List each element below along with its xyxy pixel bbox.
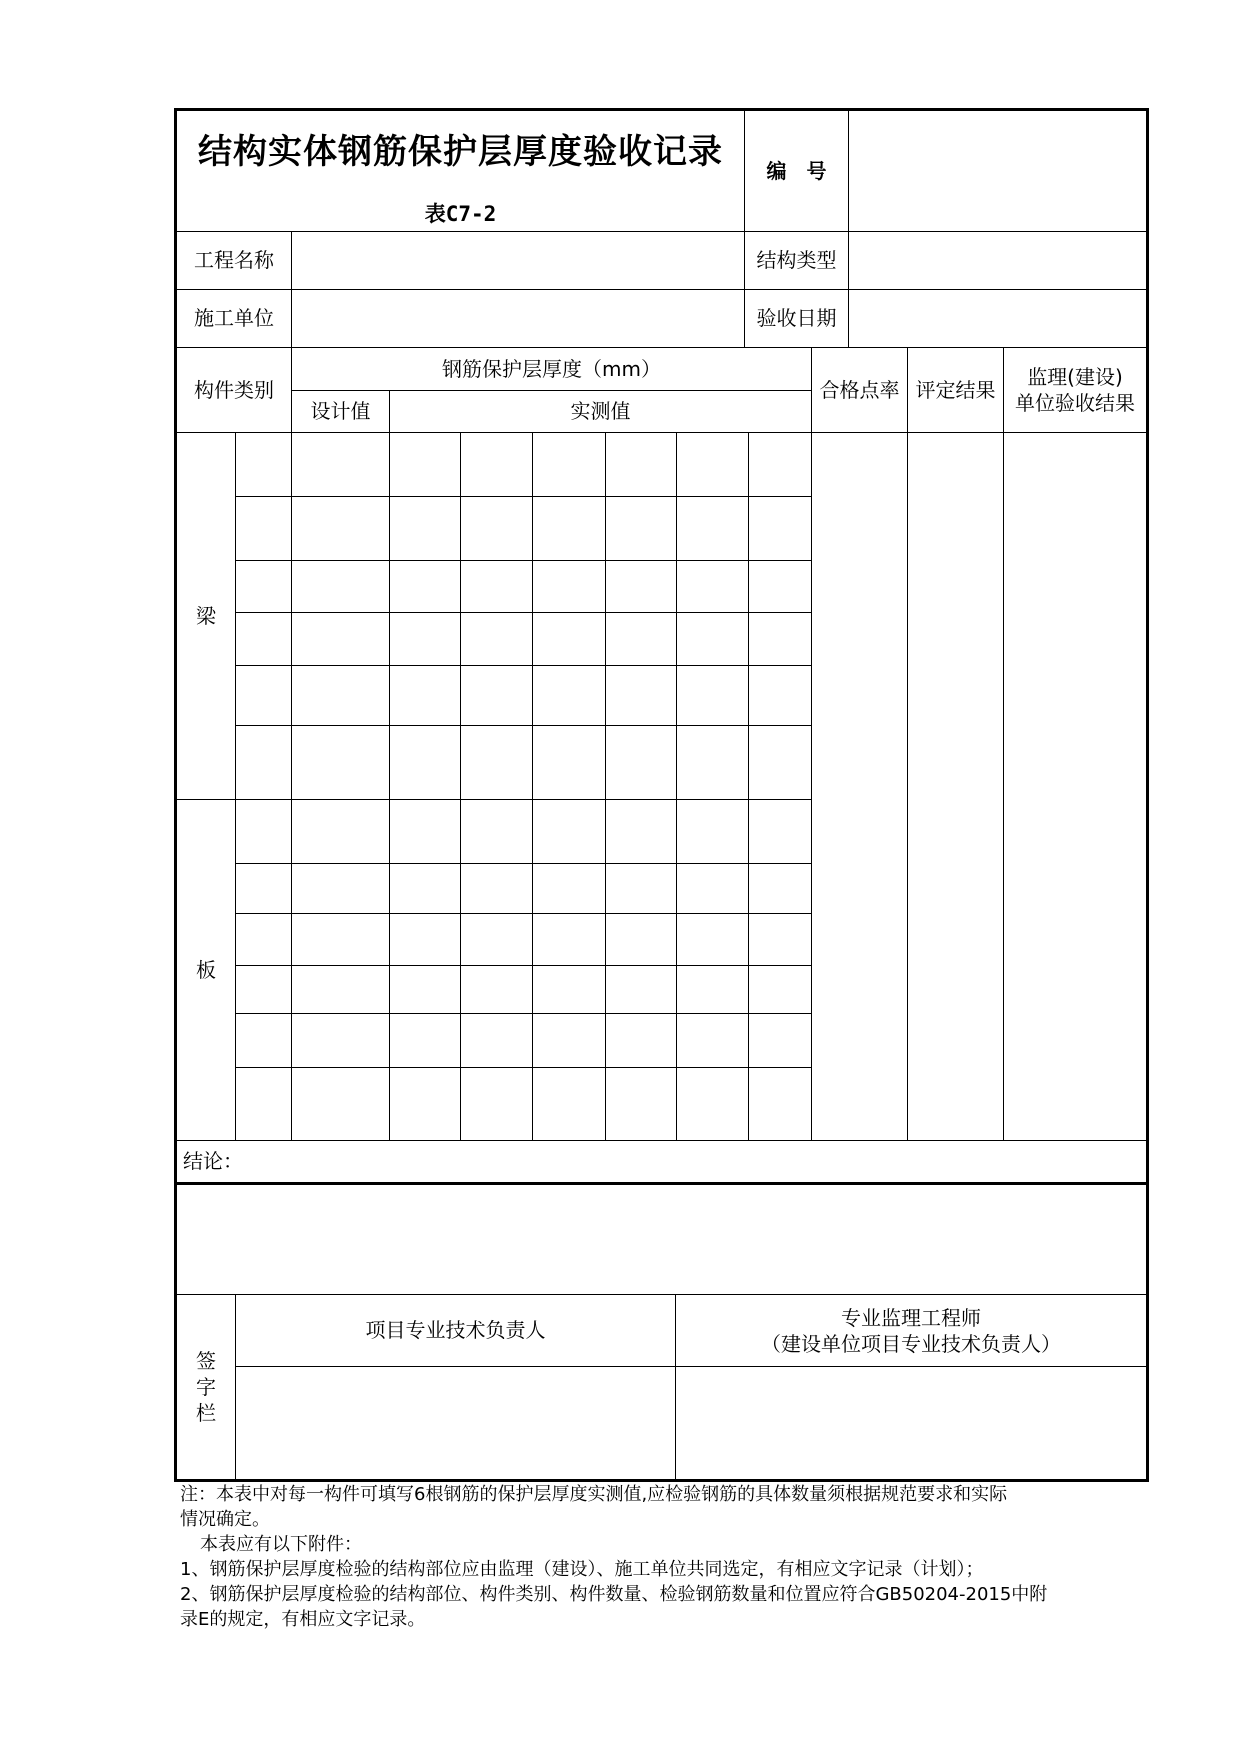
evaluation-result-field[interactable] — [907, 432, 1003, 1140]
project-tech-lead-signature-field[interactable] — [235, 1366, 675, 1482]
measured-value-cell[interactable] — [460, 863, 532, 913]
number-field[interactable] — [848, 108, 1149, 231]
member-category-header: 构件类别 — [174, 347, 291, 432]
measured-value-cell[interactable] — [748, 612, 811, 665]
design-value-cell[interactable] — [291, 560, 389, 612]
measured-value-cell[interactable] — [389, 725, 460, 799]
measured-value-cell[interactable] — [460, 913, 532, 965]
pass-rate-field[interactable] — [811, 432, 907, 1140]
measured-value-cell[interactable] — [532, 665, 605, 725]
design-value-cell[interactable] — [291, 863, 389, 913]
member-id-cell[interactable] — [235, 612, 291, 665]
measured-value-cell[interactable] — [460, 612, 532, 665]
member-id-cell[interactable] — [235, 863, 291, 913]
measured-value-cell[interactable] — [748, 560, 811, 612]
design-value-cell[interactable] — [291, 665, 389, 725]
design-value-cell[interactable] — [291, 1067, 389, 1140]
contractor-label: 施工单位 — [174, 289, 291, 347]
design-value-cell[interactable] — [291, 725, 389, 799]
measured-value-cell[interactable] — [748, 965, 811, 1013]
beam-group-label: 梁 — [174, 432, 235, 799]
measured-value-cell[interactable] — [676, 612, 748, 665]
measured-value-cell[interactable] — [605, 1013, 676, 1067]
member-id-cell[interactable] — [235, 665, 291, 725]
measured-value-cell[interactable] — [605, 863, 676, 913]
member-id-cell[interactable] — [235, 496, 291, 560]
measured-value-cell[interactable] — [605, 913, 676, 965]
measured-value-cell[interactable] — [748, 496, 811, 560]
measured-value-cell[interactable] — [460, 1013, 532, 1067]
measured-value-cell[interactable] — [460, 725, 532, 799]
note-line-5: 2、钢筋保护层厚度检验的结构部位、构件类别、构件数量、检验钢筋数量和位置应符合GB50204-2015中附 — [180, 1584, 1048, 1605]
measured-value-cell[interactable] — [389, 913, 460, 965]
measured-value-cell[interactable] — [605, 1067, 676, 1140]
signature-section-label — [174, 1294, 235, 1482]
measured-value-cell[interactable] — [389, 560, 460, 612]
project-name-label: 工程名称 — [174, 231, 291, 289]
note-line-6: 录E的规定，有相应文字记录。 — [180, 1609, 426, 1630]
design-value-cell[interactable] — [291, 496, 389, 560]
measured-value-cell[interactable] — [605, 560, 676, 612]
acceptance-date-field[interactable] — [848, 289, 1149, 347]
measured-value-cell[interactable] — [676, 913, 748, 965]
supervisor-label-line1: 专业监理工程师 — [841, 1305, 981, 1330]
note-line-3: 本表应有以下附件： — [200, 1534, 362, 1555]
measured-value-cell[interactable] — [676, 1067, 748, 1140]
project-tech-lead-label: 项目专业技术负责人 — [235, 1294, 675, 1366]
measured-value-cell[interactable] — [389, 432, 460, 496]
member-id-cell[interactable] — [235, 725, 291, 799]
measured-value-cell[interactable] — [748, 1013, 811, 1067]
measured-value-cell[interactable] — [532, 612, 605, 665]
measured-value-cell[interactable] — [460, 496, 532, 560]
measured-value-cell[interactable] — [605, 665, 676, 725]
project-name-field[interactable] — [291, 231, 744, 289]
measured-value-cell[interactable] — [676, 560, 748, 612]
note-line-2: 情况确定。 — [180, 1509, 270, 1530]
evaluation-result-header: 评定结果 — [907, 347, 1003, 432]
note-line-4: 1、钢筋保护层厚度检验的结构部位应由监理（建设）、施工单位共同选定，有相应文字记录（计划）； — [180, 1559, 984, 1580]
measured-value-cell[interactable] — [532, 965, 605, 1013]
measured-value-cell[interactable] — [748, 913, 811, 965]
form-title: 结构实体钢筋保护层厚度验收记录 — [198, 132, 723, 172]
member-id-cell[interactable] — [235, 1013, 291, 1067]
measured-value-cell[interactable] — [460, 665, 532, 725]
measured-value-cell[interactable] — [532, 560, 605, 612]
measured-value-cell[interactable] — [605, 965, 676, 1013]
member-id-cell[interactable] — [235, 799, 291, 863]
measured-value-cell[interactable] — [389, 863, 460, 913]
measured-value-cell[interactable] — [532, 799, 605, 863]
supervision-header-line2: 单位验收结果 — [1015, 391, 1135, 415]
measured-value-cell[interactable] — [605, 432, 676, 496]
measured-value-cell[interactable] — [748, 725, 811, 799]
contractor-field[interactable] — [291, 289, 744, 347]
measured-value-cell[interactable] — [676, 863, 748, 913]
supervisor-signature-field[interactable] — [675, 1366, 1149, 1482]
measured-value-cell[interactable] — [389, 612, 460, 665]
member-id-cell[interactable] — [235, 560, 291, 612]
measured-value-cell[interactable] — [748, 799, 811, 863]
supervision-result-header — [1003, 347, 1149, 432]
measured-value-cell[interactable] — [532, 1067, 605, 1140]
measured-value-cell[interactable] — [460, 560, 532, 612]
measured-value-cell[interactable] — [532, 496, 605, 560]
measured-value-header: 实测值 — [389, 390, 811, 432]
number-label: 编 号 — [744, 108, 848, 231]
acceptance-date-label: 验收日期 — [744, 289, 848, 347]
signature-char-2: 字 — [196, 1375, 216, 1399]
measured-value-cell[interactable] — [676, 799, 748, 863]
measured-value-cell[interactable] — [532, 432, 605, 496]
measured-value-cell[interactable] — [532, 863, 605, 913]
member-id-cell[interactable] — [235, 965, 291, 1013]
member-id-cell[interactable] — [235, 432, 291, 496]
note-line-1: 注：本表中对每一构件可填写6根钢筋的保护层厚度实测值,应检验钢筋的具体数量须根据规范要求和实际 — [180, 1484, 1008, 1505]
measured-value-cell[interactable] — [748, 665, 811, 725]
supervision-header-line1: 监理(建设) — [1027, 365, 1123, 389]
member-id-cell[interactable] — [235, 1067, 291, 1140]
design-value-cell[interactable] — [291, 913, 389, 965]
measured-value-cell[interactable] — [532, 725, 605, 799]
design-value-header: 设计值 — [291, 390, 389, 432]
member-id-cell[interactable] — [235, 913, 291, 965]
table-number: 表C7-2 — [424, 202, 497, 226]
design-value-cell[interactable] — [291, 432, 389, 496]
measured-value-cell[interactable] — [676, 965, 748, 1013]
measured-value-cell[interactable] — [676, 432, 748, 496]
measured-value-cell[interactable] — [389, 799, 460, 863]
conclusion-label: 结论： — [174, 1140, 1149, 1182]
measured-value-cell[interactable] — [676, 1013, 748, 1067]
measured-value-cell[interactable] — [605, 725, 676, 799]
measured-value-cell[interactable] — [389, 965, 460, 1013]
measured-value-cell[interactable] — [605, 612, 676, 665]
design-value-cell[interactable] — [291, 1013, 389, 1067]
supervision-result-field[interactable] — [1003, 432, 1149, 1140]
measured-value-cell[interactable] — [676, 725, 748, 799]
measured-value-cell[interactable] — [460, 1067, 532, 1140]
pass-rate-header: 合格点率 — [811, 347, 907, 432]
signature-char-1: 签 — [196, 1349, 216, 1373]
structure-type-label: 结构类型 — [744, 231, 848, 289]
structure-type-field[interactable] — [848, 231, 1149, 289]
measured-value-cell[interactable] — [389, 1067, 460, 1140]
design-value-cell[interactable] — [291, 612, 389, 665]
measured-value-cell[interactable] — [605, 799, 676, 863]
supervisor-label-line2: （建设单位项目专业技术负责人） — [761, 1331, 1061, 1356]
signature-char-3: 栏 — [196, 1401, 216, 1425]
measured-value-cell[interactable] — [460, 432, 532, 496]
notes — [180, 1482, 1140, 1632]
measured-value-cell[interactable] — [532, 1013, 605, 1067]
design-value-cell[interactable] — [291, 965, 389, 1013]
slab-group-label: 板 — [174, 799, 235, 1140]
title-cell — [174, 108, 744, 231]
measured-value-cell[interactable] — [676, 496, 748, 560]
measured-value-cell[interactable] — [748, 863, 811, 913]
acceptance-record-form — [174, 108, 1149, 1482]
measured-value-cell[interactable] — [748, 432, 811, 496]
conclusion-field[interactable] — [174, 1182, 1149, 1294]
measured-value-cell[interactable] — [460, 965, 532, 1013]
design-value-cell[interactable] — [291, 799, 389, 863]
measured-value-cell[interactable] — [605, 496, 676, 560]
cover-thickness-header: 钢筋保护层厚度（mm） — [291, 347, 811, 390]
measured-value-cell[interactable] — [460, 799, 532, 863]
measured-value-cell[interactable] — [748, 1067, 811, 1140]
measured-value-cell[interactable] — [676, 665, 748, 725]
supervisor-label — [675, 1294, 1149, 1366]
measured-value-cell[interactable] — [389, 665, 460, 725]
measured-value-cell[interactable] — [532, 913, 605, 965]
measured-value-cell[interactable] — [389, 496, 460, 560]
measured-value-cell[interactable] — [389, 1013, 460, 1067]
